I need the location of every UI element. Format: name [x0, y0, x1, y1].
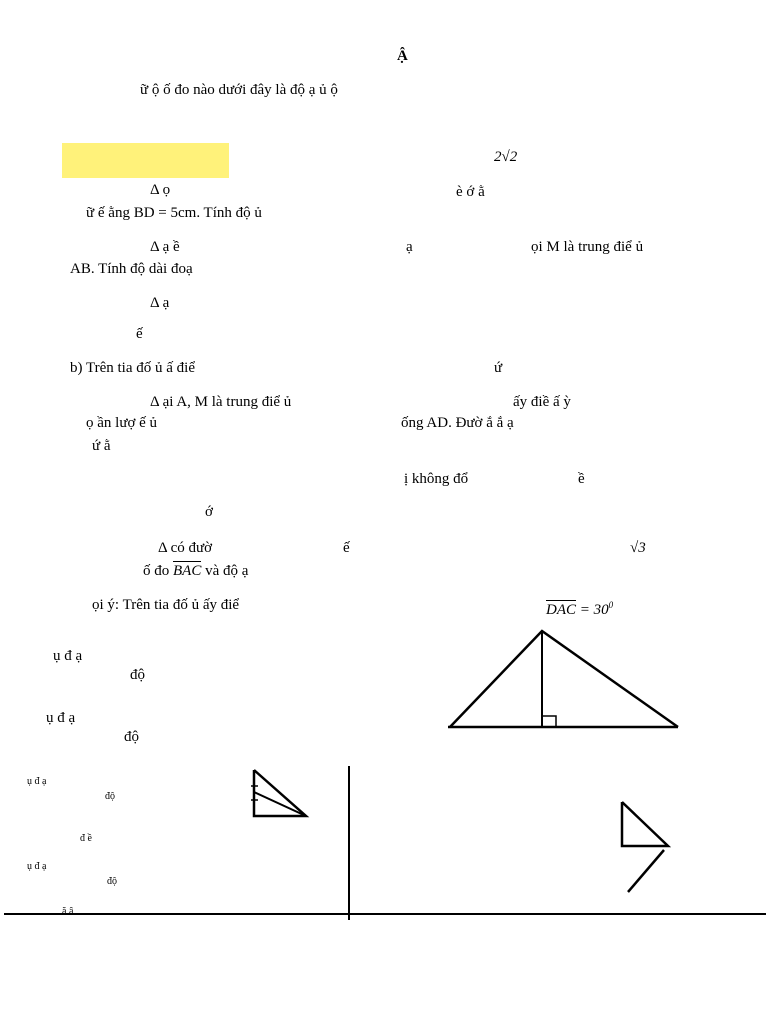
text-line: độ [124, 729, 139, 745]
text-line: ấy điề ấ ỳ [513, 394, 571, 410]
text-line: AB. Tính độ dài đoạ [70, 261, 193, 277]
text-line: ạ [406, 239, 413, 255]
text-line: è ớ ằ [456, 184, 485, 200]
text-line: ụ đ ạ [53, 648, 83, 664]
small-text: ă â [62, 906, 74, 917]
angle-expression [546, 596, 613, 619]
small-text: độ [107, 876, 117, 887]
small-text: độ [105, 791, 115, 802]
sqrt-expression: √3 [630, 540, 646, 556]
text-line: ọi M là trung điể ủ [531, 239, 644, 255]
angle-label: DAC [546, 602, 576, 618]
text-line: ớ [205, 504, 213, 520]
highlight-box [62, 143, 229, 178]
small-text: ụ đ ạ [27, 861, 47, 872]
question-1: ữ ộ ố đo nào dưới đây là độ ạ ủ ộ [140, 82, 338, 98]
angle-value: = 30 [579, 602, 609, 618]
small-text: ụ đ ạ [27, 776, 47, 787]
text-line: ọi ý: Trên tia đố ủ ấy điể [92, 597, 240, 613]
triangle-figure [440, 625, 690, 735]
text-line [143, 562, 248, 580]
text-line: Δ ạ [150, 295, 170, 311]
text-line: Δ ạ ề [150, 239, 180, 255]
text-line: Δ ại A, M là trung điể ủ [150, 394, 292, 410]
text-line: ế [343, 540, 350, 556]
angle-label: BAC [173, 563, 202, 579]
text-line: ụ đ ạ [46, 710, 76, 726]
divider-lines [0, 760, 768, 926]
text-line: b) Trên tia đố ủ ấ điể [70, 360, 195, 376]
text-line: ề [578, 471, 585, 487]
text-line: độ [130, 667, 145, 683]
text-line: Δ ọ [150, 182, 171, 198]
text-fragment: ố đo [143, 563, 170, 579]
page-heading: Ậ [397, 48, 408, 64]
degree-exponent: 0 [608, 600, 614, 610]
small-text: đ ề [80, 833, 92, 844]
text-fragment: và độ ạ [205, 563, 249, 579]
text-line: ống AD. Đườ ắ ắ ạ [401, 415, 514, 431]
text-line: ữ ế ằng BD = 5cm. Tính độ ủ [86, 205, 262, 221]
text-line: ứ ằ [92, 438, 111, 454]
sqrt-expression: 2√2 [494, 149, 518, 165]
text-line: ứ [494, 360, 503, 376]
text-line: ị không đổ [404, 471, 469, 487]
text-line: Δ có đườ [158, 540, 213, 556]
text-line: ọ ần lượ ế ủ [86, 415, 158, 431]
text-line: ế [136, 326, 143, 342]
